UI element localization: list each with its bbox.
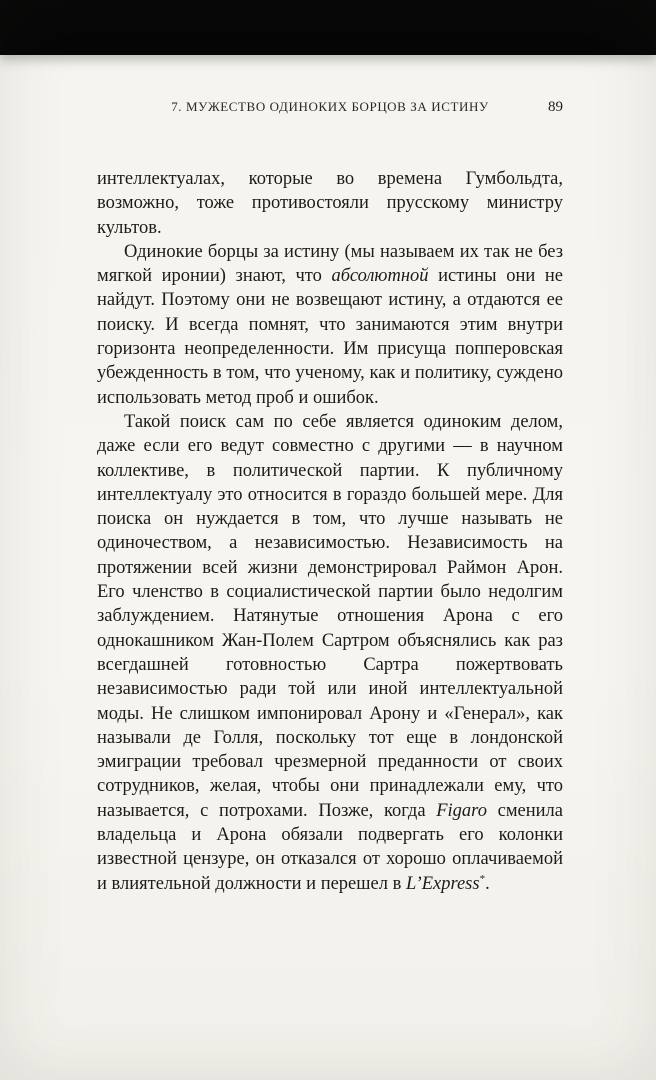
text-run: Одинокие борцы за истину (мы называем их так не без мягкой иронии) знают, что [97,241,563,287]
text-run: Такой поиск сам по себе является одиноким делом, даже если его ведут совместно с другими — в научном коллективе, в политической партии. К публичному интеллектуалу это относится в гораздо большей мере. Для поиска он нуждается в том, что лучше называть не одиночеством, а независимостью. Независимость на протяжении всей жизни демонстрировал Раймон Арон. Его членство в социалистической партии было недолгим заблуждением. Натянутые отношения Арона с его однокашником Жан-Полем Сартром объяснялись как раз всегдашней готовностью Сартра пожертвовать независимостью ради той или иной интеллектуальной моды. Не слишком импонировал Арону и «Генерал», как называли де Голля, поскольку тот еще в лондонской эмиграции требовал чрезмерной преданности от своих сотрудников, желая, чтобы они принадлежали ему, что называется, с потрохами. Позже, когда [97,411,563,821]
paragraph [97,240,563,410]
scan-top-edge [0,0,656,55]
page-number: 89 [548,99,563,115]
italic-text-run: абсолютной [331,266,429,287]
text-run: . [485,873,490,894]
italic-text-run: Figaro [436,800,487,821]
italic-text-run: L’Express [405,873,480,894]
page-body [97,167,563,896]
page [97,55,563,896]
running-header [97,99,563,117]
text-run: интеллектуалах, которые во времена Гумбольдта, возможно, тоже противостояли прусскому министру культов. [97,169,563,238]
text-run: сменила владельца и Арона обязали подвергать его колонки известной цензуре, он отказался от хорошо оплачиваемой и влиятельной должности и перешел в [97,800,563,894]
text-run: истины они не найдут. Поэтому они не возвещают истину, а отдаются ее поиску. И всегда помнят, что занимаются этим внутри горизонта неопределенности. Им присуща попперовская убежденность в том, что ученому, как и политику, суждено использовать метод проб и ошибок. [97,266,563,408]
paragraph [97,167,563,240]
paragraph [97,410,563,896]
chapter-header-title: 7. МУЖЕСТВО ОДИНОКИХ БОРЦОВ ЗА ИСТИНУ [171,99,489,114]
footnote-marker: * [479,872,486,885]
